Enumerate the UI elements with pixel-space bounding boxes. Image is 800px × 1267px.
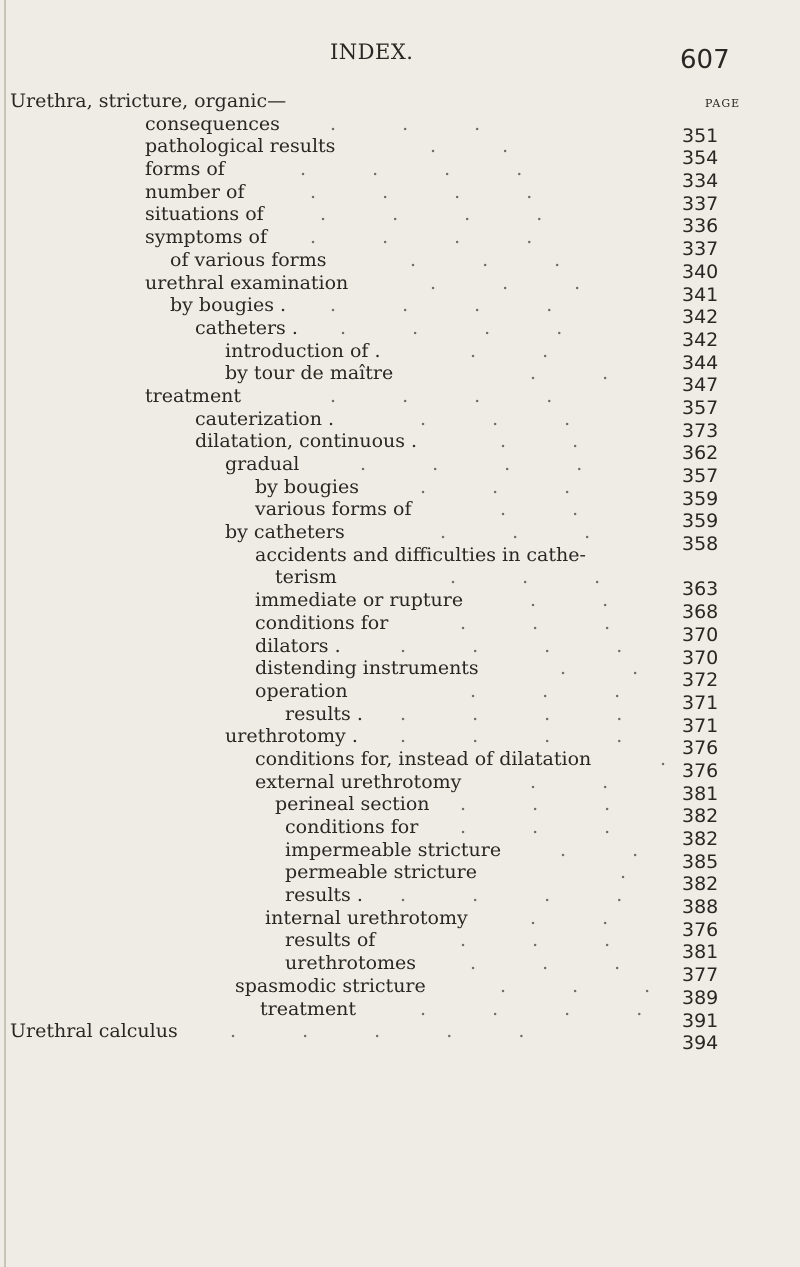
- entry-page: 385: [682, 850, 719, 873]
- index-entry: [0, 544, 800, 567]
- entry-page: 351: [682, 124, 719, 147]
- entry-page: 358: [682, 533, 719, 556]
- entry-page: 382: [682, 828, 719, 850]
- entry-term: dilators .: [255, 634, 341, 657]
- entry-page: 377: [682, 964, 719, 987]
- entry-term: results .: [285, 702, 363, 725]
- entry-term: of various forms: [170, 248, 327, 271]
- index-entry: [0, 90, 800, 113]
- entry-page: 337: [682, 238, 719, 261]
- entry-page: 391: [682, 1009, 719, 1032]
- entry-page: 362: [682, 442, 719, 465]
- leader-dots: . . .: [460, 929, 641, 952]
- leader-dots: . . .: [470, 952, 651, 975]
- entry-term: conditions for: [255, 611, 389, 634]
- leader-dots: . .: [560, 838, 669, 861]
- entry-page: 342: [682, 328, 719, 351]
- entry-term: results of: [285, 929, 376, 952]
- leader-dots: . . . . .: [230, 1020, 555, 1043]
- entry-term: treatment: [145, 384, 242, 407]
- entry-page: 371: [682, 714, 719, 737]
- entry-term: spasmodic stricture: [235, 974, 426, 997]
- entry-term: by tour de maître: [225, 362, 394, 385]
- leader-dots: . . .: [460, 793, 641, 816]
- entry-term: results .: [285, 884, 363, 907]
- entry-page: 388: [682, 896, 719, 919]
- entry-term: permeable stricture: [285, 861, 477, 884]
- entry-term: conditions for, instead of dilatation: [255, 747, 592, 770]
- entry-term: urethrotomy .: [225, 725, 358, 748]
- entry-term: cauterization .: [195, 407, 335, 430]
- leader-dots: . . .: [460, 611, 641, 634]
- entry-page: 373: [682, 419, 719, 442]
- entry-page: 334: [682, 170, 719, 193]
- entry-page: 354: [682, 147, 719, 170]
- entry-page: 381: [682, 782, 719, 805]
- entry-term: perineal section: [275, 793, 430, 816]
- leader-dots: . . . .: [360, 453, 613, 475]
- leader-dots: . . . .: [340, 316, 593, 339]
- entry-term: number of: [145, 180, 245, 203]
- page-column-label: PAGE: [705, 97, 741, 110]
- leader-dots: .: [660, 747, 697, 770]
- leader-dots: . .: [530, 906, 639, 929]
- entry-term: Urethra, stricture, organic—: [10, 90, 287, 112]
- entry-page: 382: [682, 873, 719, 896]
- leader-dots: . . . .: [320, 203, 573, 226]
- leader-dots: . . . .: [310, 226, 563, 249]
- entry-term: pathological results: [145, 135, 336, 158]
- entry-term: urethrotomes: [285, 952, 417, 975]
- entry-term: distending instruments: [255, 657, 479, 680]
- entry-page: 382: [682, 805, 719, 828]
- leader-dots: . . . .: [400, 702, 653, 725]
- entry-page: 336: [682, 215, 719, 238]
- entry-page: 359: [682, 510, 719, 533]
- entry-term: consequences: [145, 112, 280, 135]
- entry-term: by catheters: [225, 521, 345, 544]
- leader-dots: . . .: [410, 248, 591, 271]
- leader-dots: . .: [560, 657, 669, 680]
- leader-dots: . .: [430, 135, 539, 158]
- entry-term: dilatation, continuous .: [195, 430, 418, 453]
- leader-dots: . . . .: [420, 997, 673, 1020]
- entry-page: 368: [682, 601, 719, 624]
- entry-term: various forms of: [255, 498, 412, 521]
- entry-page: 376: [682, 918, 719, 941]
- running-head: INDEX.: [330, 40, 414, 64]
- leader-dots: . . .: [330, 112, 511, 135]
- entry-term: forms of: [145, 158, 225, 181]
- leader-dots: . . . .: [330, 384, 583, 407]
- leader-dots: . . .: [460, 816, 641, 838]
- entry-term: immediate or rupture: [255, 589, 464, 612]
- entry-page: 342: [682, 306, 719, 329]
- entry-term: by bougies: [255, 475, 360, 498]
- leader-dots: . . .: [420, 475, 601, 498]
- entry-page: 347: [682, 374, 719, 397]
- entry-page: 376: [682, 737, 719, 760]
- entry-term: urethral examination: [145, 271, 349, 294]
- entry-page: 341: [682, 283, 719, 306]
- entry-page: 337: [682, 192, 719, 215]
- entry-term: external urethrotomy: [255, 770, 462, 793]
- leader-dots: . . . .: [400, 884, 653, 907]
- leader-dots: .: [620, 861, 657, 884]
- entry-page: 389: [682, 986, 719, 1009]
- leader-dots: . . .: [430, 271, 611, 294]
- entry-page: 344: [682, 351, 719, 374]
- entry-term: operation: [255, 679, 348, 702]
- index-entries: [0, 90, 800, 1055]
- leader-dots: . . . .: [400, 634, 653, 657]
- leader-dots: . . .: [470, 679, 651, 702]
- entry-page: 359: [682, 487, 719, 510]
- entry-page: 370: [682, 623, 719, 646]
- entry-page: 372: [682, 669, 719, 692]
- page-number: 607: [680, 45, 730, 75]
- leader-dots: . . .: [440, 521, 621, 544]
- entry-term: terism: [275, 566, 337, 589]
- entry-term: accidents and difficulties in cathe-: [255, 543, 586, 566]
- leader-dots: . . .: [450, 566, 631, 589]
- entry-term: Urethral calculus: [10, 1020, 178, 1043]
- entry-term: introduction of .: [225, 339, 381, 362]
- leader-dots: . . . .: [310, 180, 563, 203]
- leader-dots: . .: [500, 430, 609, 453]
- entry-term: impermeable stricture: [285, 838, 502, 861]
- entry-page: 357: [682, 396, 719, 419]
- entry-page: 357: [682, 465, 719, 487]
- entry-term: conditions for: [285, 816, 419, 838]
- leader-dots: . .: [500, 498, 609, 521]
- entry-term: treatment: [260, 997, 357, 1020]
- leader-dots: . .: [530, 589, 639, 612]
- entry-page: 371: [682, 691, 719, 714]
- entry-term: situations of: [145, 203, 264, 226]
- leader-dots: . .: [530, 770, 639, 793]
- entry-term: symptoms of: [145, 226, 268, 249]
- entry-page: 394: [682, 1032, 719, 1055]
- leader-dots: . . .: [420, 407, 601, 430]
- leader-dots: . . . .: [300, 158, 553, 181]
- entry-term: internal urethrotomy: [265, 906, 468, 929]
- leader-dots: . . . .: [400, 725, 653, 748]
- entry-page: 340: [682, 260, 719, 283]
- entry-page: 381: [682, 941, 719, 964]
- entry-term: by bougies .: [170, 294, 287, 317]
- leader-dots: . . .: [500, 974, 681, 997]
- leader-dots: . . . .: [330, 294, 583, 317]
- index-entry: [0, 1020, 800, 1055]
- leader-dots: . .: [530, 362, 639, 385]
- entry-term: gradual: [225, 453, 300, 475]
- entry-page: 363: [682, 578, 719, 601]
- entry-term: catheters .: [195, 316, 298, 339]
- index-entry: [0, 838, 800, 873]
- entry-page: 376: [682, 759, 719, 782]
- leader-dots: . .: [470, 339, 579, 362]
- entry-page: 370: [682, 646, 719, 669]
